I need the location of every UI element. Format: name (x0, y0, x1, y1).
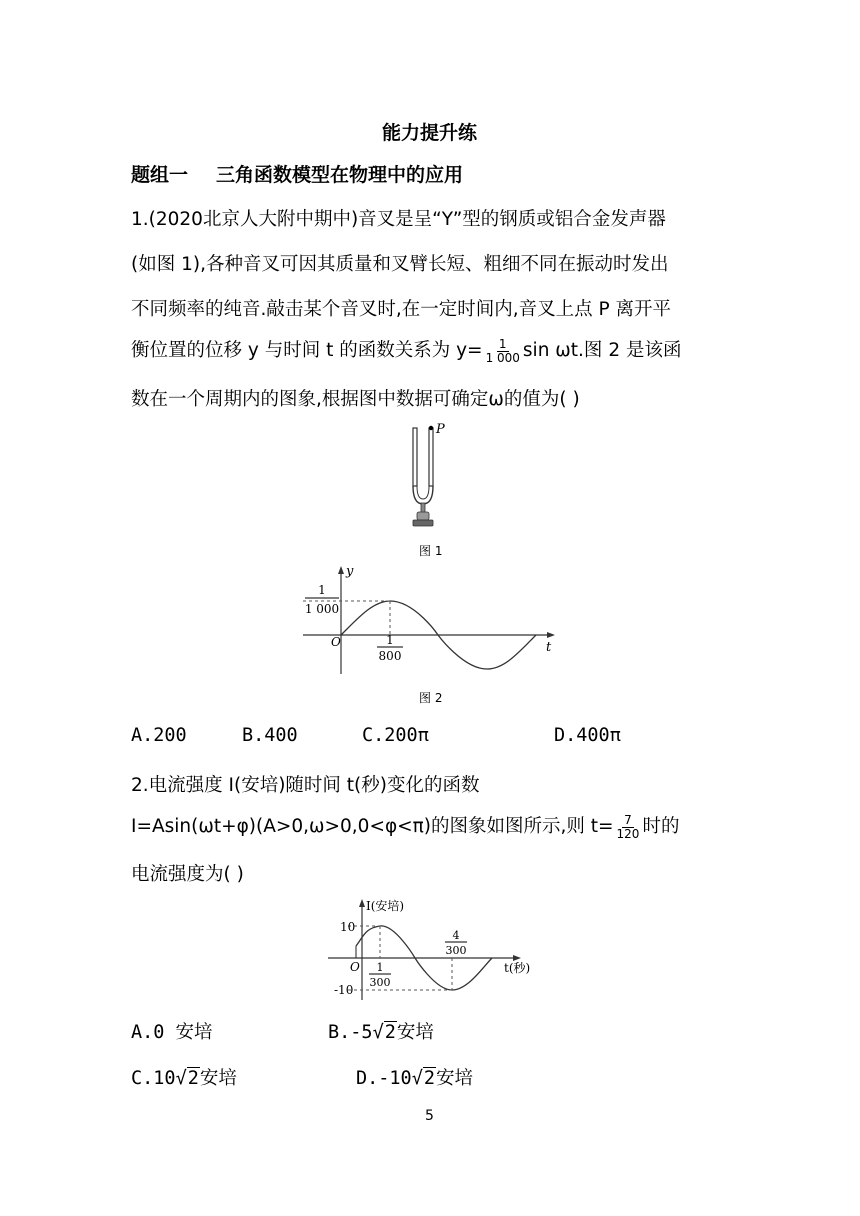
q2-line-2 (131, 812, 679, 841)
q1-fraction-den: 1 000 (485, 350, 520, 365)
group-label: 题组一 (131, 164, 189, 186)
fig2-caption: 图 2 (419, 691, 443, 705)
fig2-peak-num: 1 (318, 583, 326, 597)
q2-graph-x-label: t(秒) (504, 961, 531, 975)
q1-option-b: B.400 (242, 725, 298, 746)
q2-fraction-num: 7 (624, 812, 632, 827)
q1-line-1: 1.(2020北京人大附中期中)音叉是呈“Y”型的钢质或铝合金发声器 (131, 209, 666, 230)
q2-graph-tick1-den: 300 (369, 976, 391, 989)
group-heading (131, 160, 463, 187)
tuning-fork-figure (400, 420, 460, 535)
q2-line-3: 电流强度为( ) (131, 864, 244, 885)
sine-graph-figure (295, 562, 565, 682)
sqrt-symbol: √2 (411, 1068, 435, 1089)
q1-line-4 (131, 336, 681, 365)
y-axis-arrow-icon (338, 566, 344, 574)
q1-line-2: (如图 1),各种音叉可因其质量和叉臂长短、粗细不同在振动时发出 (131, 254, 669, 275)
q2-option-d-prefix: D.-10 (356, 1068, 412, 1089)
q2-fraction-den: 120 (616, 826, 640, 841)
q2-option-b (328, 1018, 434, 1044)
q2-graph-origin: O (350, 960, 360, 974)
q2-graph-tick1-num: 1 (376, 961, 384, 974)
q2-graph-tick2-num: 4 (452, 929, 460, 942)
q2-option-b-suffix: 安培 (396, 1022, 434, 1043)
q2-line-2-pre: I=Asin(ωt+φ)(A>0,ω>0,0<φ<π)的图象如图所示,则 t= (131, 816, 614, 837)
section-title: 能力提升练 (382, 122, 478, 144)
fig2-tick-num: 1 (386, 633, 394, 647)
current-graph-figure (320, 895, 550, 1003)
sqrt-symbol: √2 (372, 1022, 396, 1043)
q1-option-c: C.200π (362, 725, 429, 746)
q2-graph-y-bottom: -10 (334, 983, 354, 997)
fig1-point-label: P (436, 422, 445, 437)
q1-fraction (484, 338, 522, 365)
q1-line-4-pre: 衡位置的位移 y 与时间 t 的函数关系为 y= (131, 340, 483, 361)
q2-option-d (356, 1064, 473, 1090)
q1-line-4-post: sin ωt.图 2 是该函 (522, 340, 682, 361)
i-axis-arrow-icon (359, 899, 365, 907)
q2-option-a (131, 1018, 213, 1044)
q1-line-5: 数在一个周期内的图象,根据图中数据可确定ω的值为( ) (131, 389, 580, 410)
q2-option-c-radicand: 2 (187, 1068, 199, 1089)
q2-line-2-post: 时的 (642, 816, 680, 837)
fig2-peak-den: 1 000 (304, 602, 340, 616)
tuning-fork-icon (413, 428, 433, 526)
q2-option-d-radicand: 2 (423, 1068, 435, 1089)
point-p-marker (429, 426, 433, 430)
q1-line-3: 不同频率的纯音.敲击某个音叉时,在一定时间内,音叉上点 P 离开平 (131, 299, 672, 320)
q1-option-d: D.400π (554, 725, 621, 746)
page-number: 5 (425, 1108, 434, 1124)
fig2-origin: O (331, 635, 341, 649)
q2-option-d-suffix: 安培 (435, 1068, 473, 1089)
q1-option-a: A.200 (131, 725, 187, 746)
x-axis-arrow-icon (547, 632, 555, 638)
q2-option-b-prefix: B.-5 (328, 1022, 373, 1043)
group-topic: 三角函数模型在物理中的应用 (216, 164, 464, 186)
q2-option-c-prefix: C.10 (131, 1068, 176, 1089)
q2-line-1: 2.电流强度 I(安培)随时间 t(秒)变化的函数 (131, 775, 480, 796)
q2-fraction (615, 814, 642, 841)
fig1-caption: 图 1 (419, 544, 443, 558)
sqrt-symbol: √2 (175, 1068, 199, 1089)
q2-graph-tick2-den: 300 (445, 944, 467, 957)
fig2-tick-den: 800 (378, 649, 402, 663)
q2-graph-y-top: 10 (340, 920, 356, 934)
q2-graph-y-label: I(安培) (366, 899, 405, 913)
q2-option-c-suffix: 安培 (199, 1068, 237, 1089)
q2-option-c (131, 1064, 237, 1090)
q2-option-b-radicand: 2 (384, 1022, 396, 1043)
q1-fraction-num: 1 (498, 336, 507, 351)
q2-option-a-text: A.0 安培 (131, 1022, 213, 1043)
fig2-x-label: t (546, 640, 552, 655)
fig2-y-label: y (346, 564, 354, 579)
